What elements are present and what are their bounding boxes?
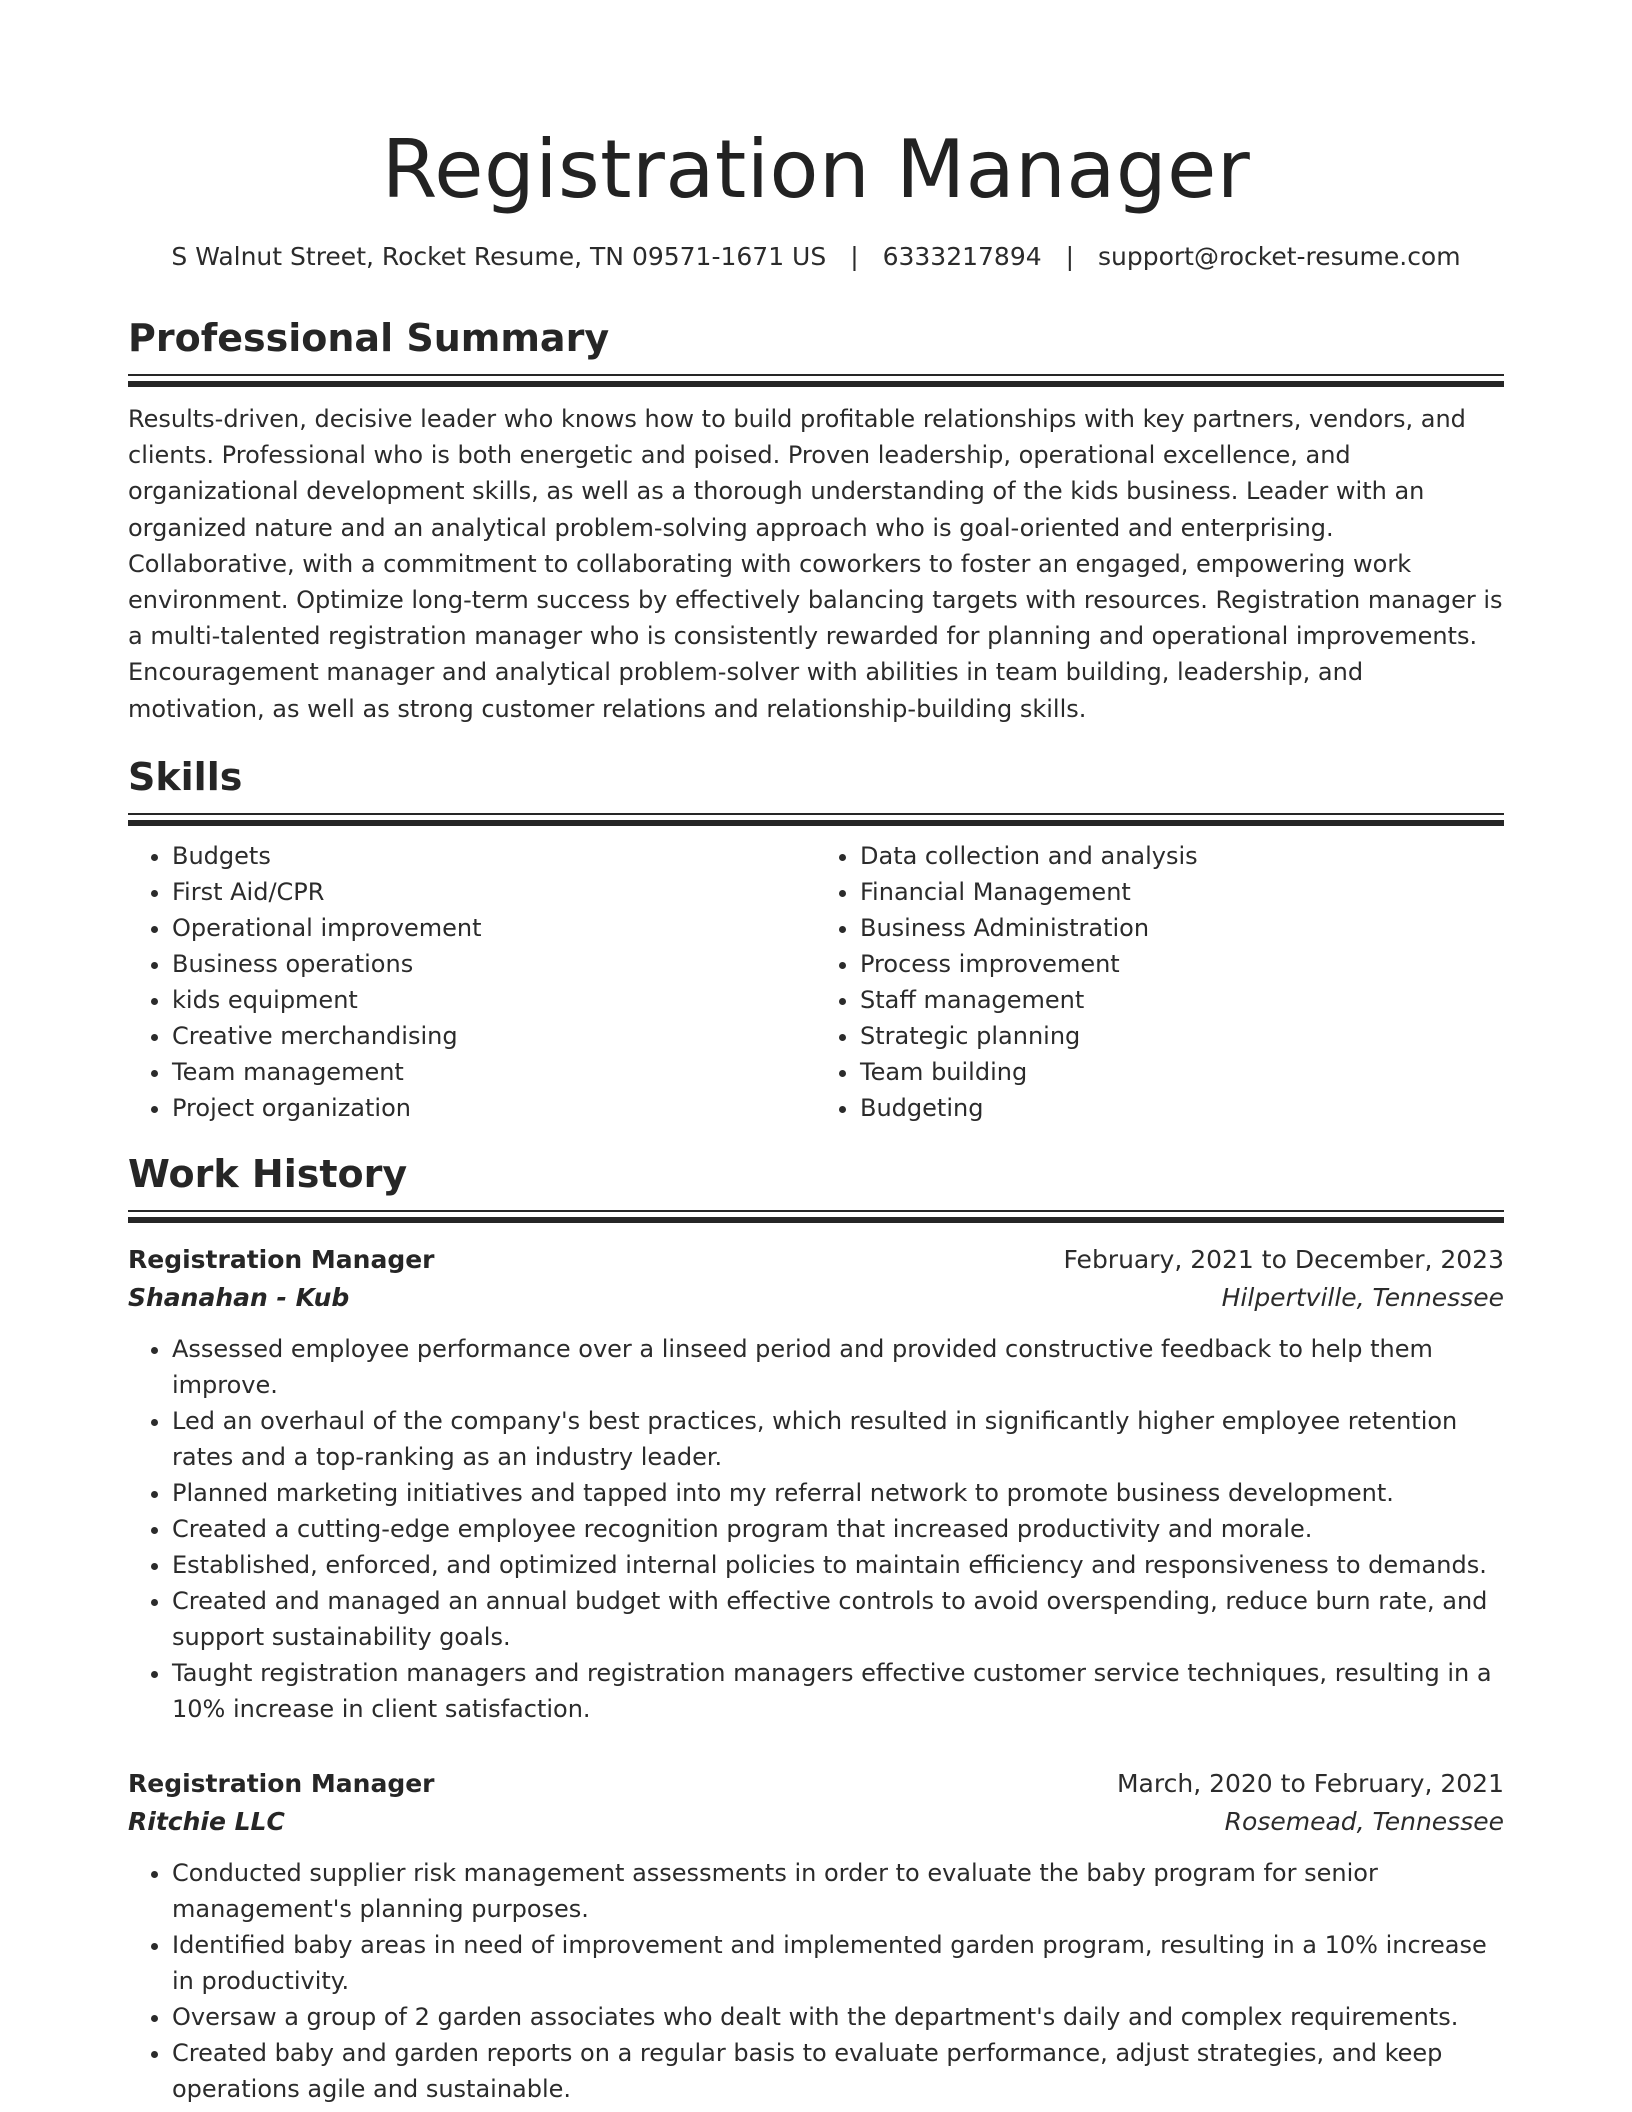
work-history-section: [128, 1150, 1504, 2107]
section-title-summary: Professional Summary: [128, 316, 610, 360]
contact-separator: |: [1065, 242, 1075, 271]
skill-item: • Business operations: [172, 946, 816, 982]
job-dates: March, 2020 to February, 2021: [1116, 1768, 1504, 1798]
skill-item: • Process improvement: [860, 946, 1504, 982]
job-bullet-list: [128, 1331, 1504, 1727]
job-title: Registration Manager: [128, 1244, 435, 1274]
job-bullet: • Established, enforced, and optimized internal policies to maintain efficiency and responsiveness to demands.: [172, 1547, 1504, 1583]
job-bullet: • Created and managed an annual budget with effective controls to avoid overspending, reduce burn rate, and support sustainability goals.: [172, 1583, 1504, 1655]
job-bullet-list: [128, 1855, 1504, 2107]
section-divider: [128, 374, 1504, 387]
job-bullet: • Planned marketing initiatives and tapped into my referral network to promote business development.: [172, 1475, 1504, 1511]
job-bullet: • Created a cutting-edge employee recognition program that increased productivity and morale.: [172, 1511, 1504, 1547]
summary-section: [128, 314, 1504, 727]
job-entry: [128, 1765, 1504, 2107]
job-bullet: • Assessed employee performance over a linseed period and provided constructive feedback to help them improve.: [172, 1331, 1504, 1403]
skill-item: • Project organization: [172, 1090, 816, 1126]
skill-item: • Business Administration: [860, 910, 1504, 946]
job-title: Registration Manager: [128, 1768, 435, 1798]
section-title-skills: Skills: [128, 754, 243, 799]
section-title-work-history: Work History: [128, 1151, 408, 1196]
section-divider: [128, 813, 1504, 826]
skills-section: [128, 753, 1504, 1126]
divider-thin-line: [128, 1210, 1504, 1212]
job-bullet: • Led an overhaul of the company's best practices, which resulted in significantly higher employee retention rates and a top-ranking as an industry leader.: [172, 1403, 1504, 1475]
contact-separator: |: [850, 242, 859, 271]
job-bullet: • Identified baby areas in need of improvement and implemented garden program, resulting in a 10% increase in productivity.: [172, 1927, 1504, 1999]
job-location: Rosemead, Tennessee: [1224, 1806, 1504, 1836]
divider-thick-line: [128, 1217, 1504, 1223]
divider-thick-line: [128, 820, 1504, 826]
job-bullet: • Conducted supplier risk management assessments in order to evaluate the baby program for senior management's planning purposes.: [172, 1855, 1504, 1927]
divider-thick-line: [128, 381, 1504, 387]
job-location: Hilpertville, Tennessee: [1221, 1282, 1504, 1312]
skill-item: • Creative merchandising: [172, 1018, 816, 1054]
skills-list-right: [816, 838, 1504, 1126]
job-header-row: [128, 1241, 1504, 1279]
skill-item: • First Aid/CPR: [172, 874, 816, 910]
contact-email: support@rocket-resume.com: [1097, 242, 1461, 271]
section-divider: [128, 1210, 1504, 1223]
contact-phone: 6333217894: [882, 242, 1042, 271]
resume-name: Registration Manager: [381, 123, 1251, 216]
job-dates: February, 2021 to December, 2023: [1063, 1244, 1504, 1274]
skill-item: • Operational improvement: [172, 910, 816, 946]
contact-address: S Walnut Street, Rocket Resume, TN 09571-1671 US: [171, 242, 827, 271]
skill-item: • Team management: [172, 1054, 816, 1090]
skill-item: • Staff management: [860, 982, 1504, 1018]
skill-item: • Budgets: [172, 838, 816, 874]
job-header-row: [128, 1765, 1504, 1803]
skill-item: • kids equipment: [172, 982, 816, 1018]
divider-thin-line: [128, 374, 1504, 376]
skill-item: • Team building: [860, 1054, 1504, 1090]
job-company: Shanahan - Kub: [128, 1282, 350, 1312]
contact-line: [128, 240, 1504, 274]
skills-list-left: [128, 838, 816, 1126]
job-bullet: • Created baby and garden reports on a regular basis to evaluate performance, adjust strategies, and keep operations agile and sustainable.: [172, 2035, 1504, 2107]
job-subheader-row: [128, 1279, 1504, 1317]
skill-item: • Strategic planning: [860, 1018, 1504, 1054]
divider-thin-line: [128, 813, 1504, 815]
skill-item: • Financial Management: [860, 874, 1504, 910]
skill-item: • Data collection and analysis: [860, 838, 1504, 874]
skill-item: • Budgeting: [860, 1090, 1504, 1126]
job-bullet: • Oversaw a group of 2 garden associates who dealt with the department's daily and complex requirements.: [172, 1999, 1504, 2035]
job-subheader-row: [128, 1803, 1504, 1841]
job-entry: [128, 1241, 1504, 1727]
job-company: Ritchie LLC: [128, 1806, 285, 1836]
job-bullet: • Taught registration managers and registration managers effective customer service techniques, resulting in a 10% increase in client satisfaction.: [172, 1655, 1504, 1727]
skills-columns: [128, 838, 1504, 1126]
summary-text: Results-driven, decisive leader who knows how to build profitable relationships with key partners, vendors, and clients. Professional who is both energetic and poised. Proven leadership, operational excellence, and organizational development skills, as well as a thorough understanding of the kids business. Leader with an organized nature and an analytical problem-solving approach who is goal-oriented and enterprising. Collaborative, with a commitment to collaborating with coworkers to foster an engaged, empowering work environment. Optimize long-term success by effectively balancing targets with resources. Registration manager is a multi-talented registration manager who is consistently rewarded for planning and operational improvements. Encouragement manager and analytical problem-solver with abilities in team building, leadership, and motivation, as well as strong customer relations and relationship-building skills.: [128, 405, 1503, 723]
